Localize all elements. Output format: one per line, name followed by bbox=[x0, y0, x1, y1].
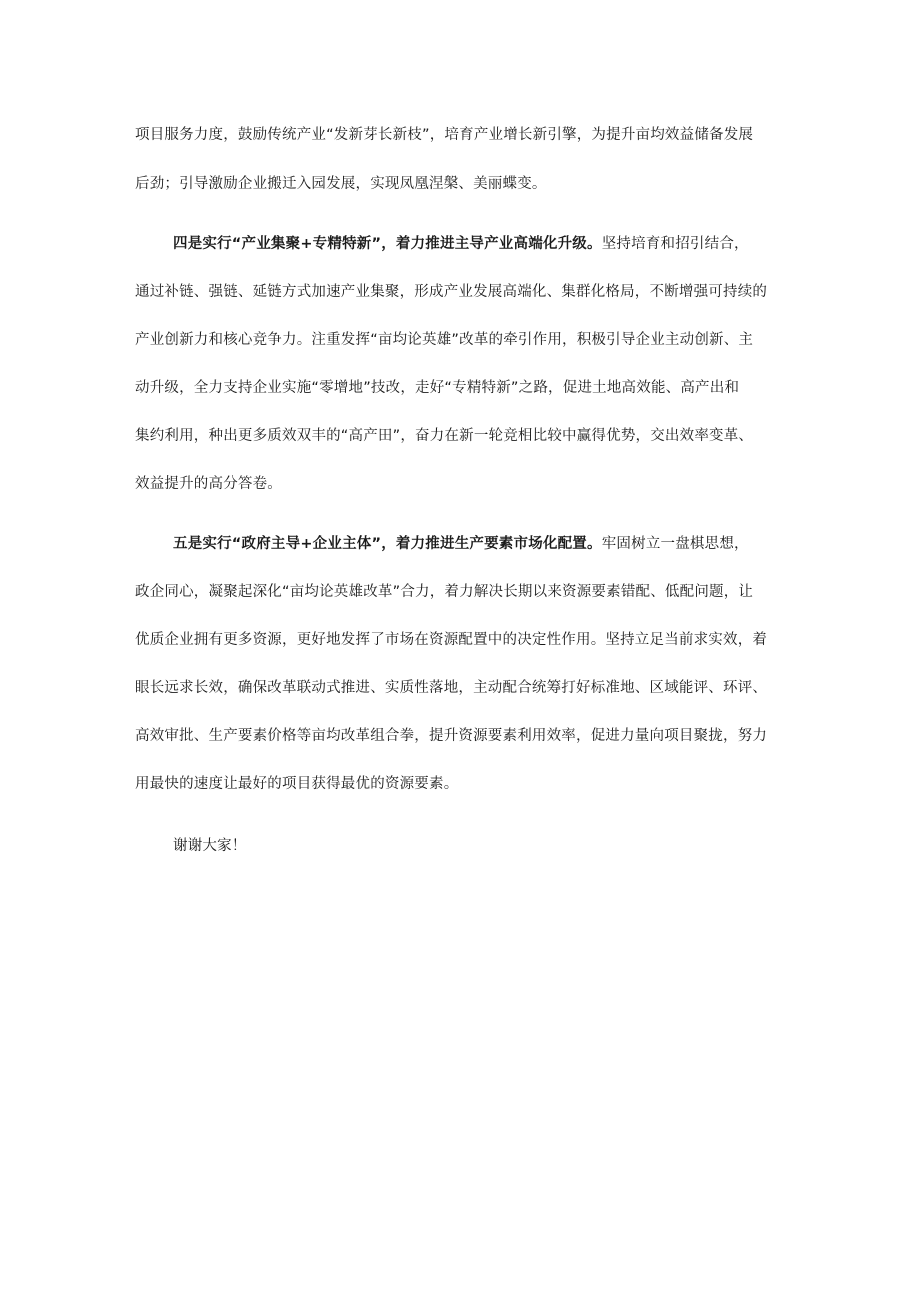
paragraph-2-line-4: 集约利用，种出更多质效双丰的“高产田”，奋力在新一轮竞相比较中赢得优势，交出效率变革、 bbox=[135, 428, 754, 444]
paragraph-3-line-3: 眼长远求长效，确保改革联动式推进、实质性落地，主动配合统筹打好标准地、区域能评、环评、 bbox=[135, 680, 768, 696]
paragraph-2-line-3: 动升级，全力支持企业实施“零增地”技改，走好“专精特新”之路，促进土地高效能、高产出和 bbox=[135, 380, 740, 396]
paragraph-2-line-1: 通过补链、强链、延链方式加速产业集聚，形成产业发展高端化、集群化格局，不断增强可持续的 bbox=[135, 284, 768, 300]
paragraph-2-line-5: 效益提升的高分答卷。 bbox=[135, 476, 282, 492]
paragraph-1-line-2: 后劲；引导激励企业搬迁入园发展，实现凤凰涅槃、美丽蝶变。 bbox=[135, 176, 547, 192]
paragraph-2-heading: 四是实行“产业集聚+专精特新”，着力推进主导产业高端化升级。 bbox=[173, 236, 602, 252]
paragraph-3-first-line bbox=[173, 534, 795, 554]
paragraph-3-first-line-rest: 牢固树立一盘棋思想， bbox=[601, 536, 749, 552]
paragraph-3-heading: 五是实行“政府主导+企业主体”，着力推进生产要素市场化配置。 bbox=[173, 536, 602, 552]
closing-line: 谢谢大家！ bbox=[173, 838, 247, 854]
paragraph-2-first-line-rest: 坚持培育和招引结合， bbox=[601, 236, 749, 252]
paragraph-3-line-4: 高效审批、生产要素价格等亩均改革组合拳，提升资源要素利用效率，促进力量向项目聚拢，努力 bbox=[135, 728, 768, 744]
paragraph-3-line-5: 用最快的速度让最好的项目获得最优的资源要素。 bbox=[135, 776, 459, 792]
paragraph-3-line-2: 优质企业拥有更多资源，更好地发挥了市场在资源配置中的决定性作用。坚持立足当前求实效，着 bbox=[135, 632, 768, 648]
paragraph-2-first-line bbox=[173, 234, 795, 254]
paragraph-1-line-1: 项目服务力度，鼓励传统产业“发新芽长新枝”，培育产业增长新引擎，为提升亩均效益储备发展 bbox=[135, 127, 754, 143]
paragraph-3-line-1: 政企同心，凝聚起深化“亩均论英雄改革”合力，着力解决长期以来资源要素错配、低配问题，让 bbox=[135, 584, 754, 600]
paragraph-2-line-2: 产业创新力和核心竞争力。注重发挥“亩均论英雄”改革的牵引作用，积极引导企业主动创新、主 bbox=[135, 332, 754, 348]
